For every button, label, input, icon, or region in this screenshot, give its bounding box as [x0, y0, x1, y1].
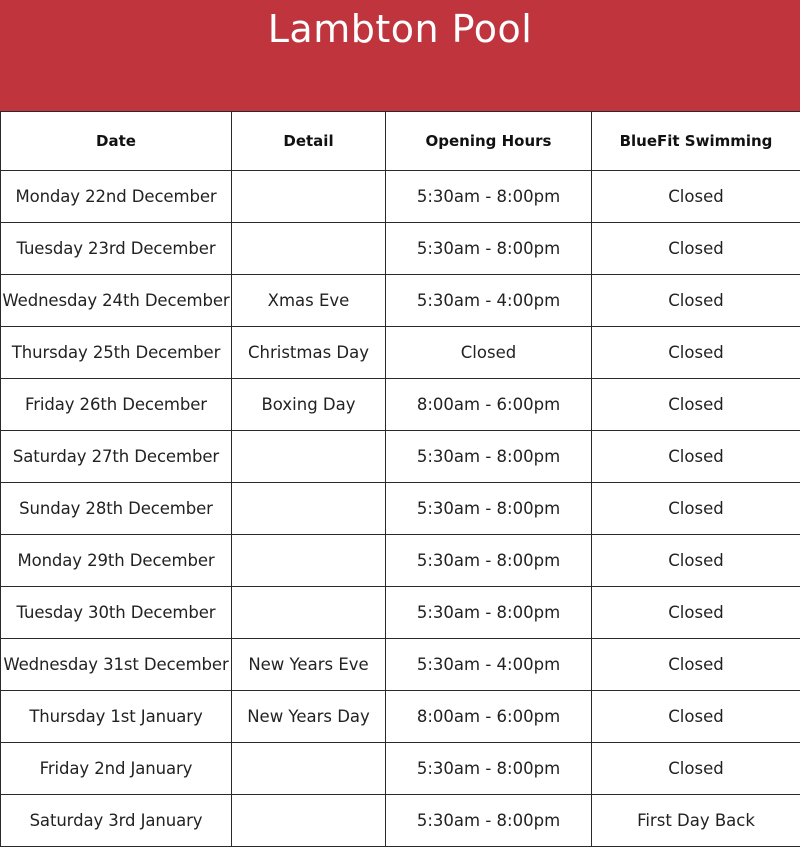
bluefit-swimming-cell: Closed [592, 691, 800, 743]
detail-cell [232, 535, 386, 587]
opening-hours-cell: 5:30am - 8:00pm [386, 171, 592, 223]
opening-hours-cell: 8:00am - 6:00pm [386, 379, 592, 431]
opening-hours-cell: 5:30am - 8:00pm [386, 431, 592, 483]
page-title: Lambton Pool [267, 7, 533, 51]
opening-hours-cell: 5:30am - 8:00pm [386, 587, 592, 639]
table-row [1, 275, 800, 327]
detail-cell: New Years Eve [232, 639, 386, 691]
date-cell: Sunday 28th December [1, 483, 232, 535]
detail-cell [232, 587, 386, 639]
opening-hours-cell: 5:30am - 8:00pm [386, 223, 592, 275]
table-header-row [1, 112, 800, 171]
table-row [1, 171, 800, 223]
detail-cell: New Years Day [232, 691, 386, 743]
table-row [1, 587, 800, 639]
opening-hours-cell: 5:30am - 4:00pm [386, 275, 592, 327]
bluefit-swimming-cell: Closed [592, 171, 800, 223]
detail-cell [232, 171, 386, 223]
opening-hours-cell: 5:30am - 8:00pm [386, 795, 592, 847]
date-cell: Friday 26th December [1, 379, 232, 431]
bluefit-swimming-cell: Closed [592, 535, 800, 587]
date-cell: Monday 22nd December [1, 171, 232, 223]
opening-hours-cell: 5:30am - 8:00pm [386, 483, 592, 535]
opening-hours-cell: 5:30am - 8:00pm [386, 535, 592, 587]
bluefit-swimming-cell: Closed [592, 379, 800, 431]
column-header-date: Date [1, 112, 232, 171]
detail-cell: Christmas Day [232, 327, 386, 379]
bluefit-swimming-cell: Closed [592, 431, 800, 483]
date-cell: Thursday 1st January [1, 691, 232, 743]
opening-hours-table [0, 111, 800, 847]
date-cell: Wednesday 31st December [1, 639, 232, 691]
date-cell: Thursday 25th December [1, 327, 232, 379]
bluefit-swimming-cell: Closed [592, 327, 800, 379]
table-row [1, 639, 800, 691]
table-row [1, 223, 800, 275]
title-banner [0, 0, 800, 111]
table-row [1, 327, 800, 379]
bluefit-swimming-cell: Closed [592, 275, 800, 327]
opening-hours-cell: Closed [386, 327, 592, 379]
date-cell: Saturday 27th December [1, 431, 232, 483]
table-body [1, 171, 800, 847]
detail-cell [232, 483, 386, 535]
detail-cell [232, 223, 386, 275]
column-header-bluefit-swimming: BlueFit Swimming [592, 112, 800, 171]
detail-cell: Boxing Day [232, 379, 386, 431]
bluefit-swimming-cell: Closed [592, 223, 800, 275]
column-header-detail: Detail [232, 112, 386, 171]
bluefit-swimming-cell: First Day Back [592, 795, 800, 847]
date-cell: Saturday 3rd January [1, 795, 232, 847]
bluefit-swimming-cell: Closed [592, 639, 800, 691]
table-row [1, 691, 800, 743]
opening-hours-cell: 8:00am - 6:00pm [386, 691, 592, 743]
date-cell: Wednesday 24th December [1, 275, 232, 327]
column-header-opening-hours: Opening Hours [386, 112, 592, 171]
date-cell: Tuesday 30th December [1, 587, 232, 639]
table-row [1, 535, 800, 587]
bluefit-swimming-cell: Closed [592, 587, 800, 639]
table-row [1, 431, 800, 483]
bluefit-swimming-cell: Closed [592, 743, 800, 795]
date-cell: Friday 2nd January [1, 743, 232, 795]
opening-hours-cell: 5:30am - 4:00pm [386, 639, 592, 691]
table-row [1, 795, 800, 847]
table-row [1, 483, 800, 535]
detail-cell: Xmas Eve [232, 275, 386, 327]
detail-cell [232, 795, 386, 847]
bluefit-swimming-cell: Closed [592, 483, 800, 535]
date-cell: Tuesday 23rd December [1, 223, 232, 275]
date-cell: Monday 29th December [1, 535, 232, 587]
table-row [1, 379, 800, 431]
opening-hours-cell: 5:30am - 8:00pm [386, 743, 592, 795]
table-row [1, 743, 800, 795]
detail-cell [232, 431, 386, 483]
detail-cell [232, 743, 386, 795]
